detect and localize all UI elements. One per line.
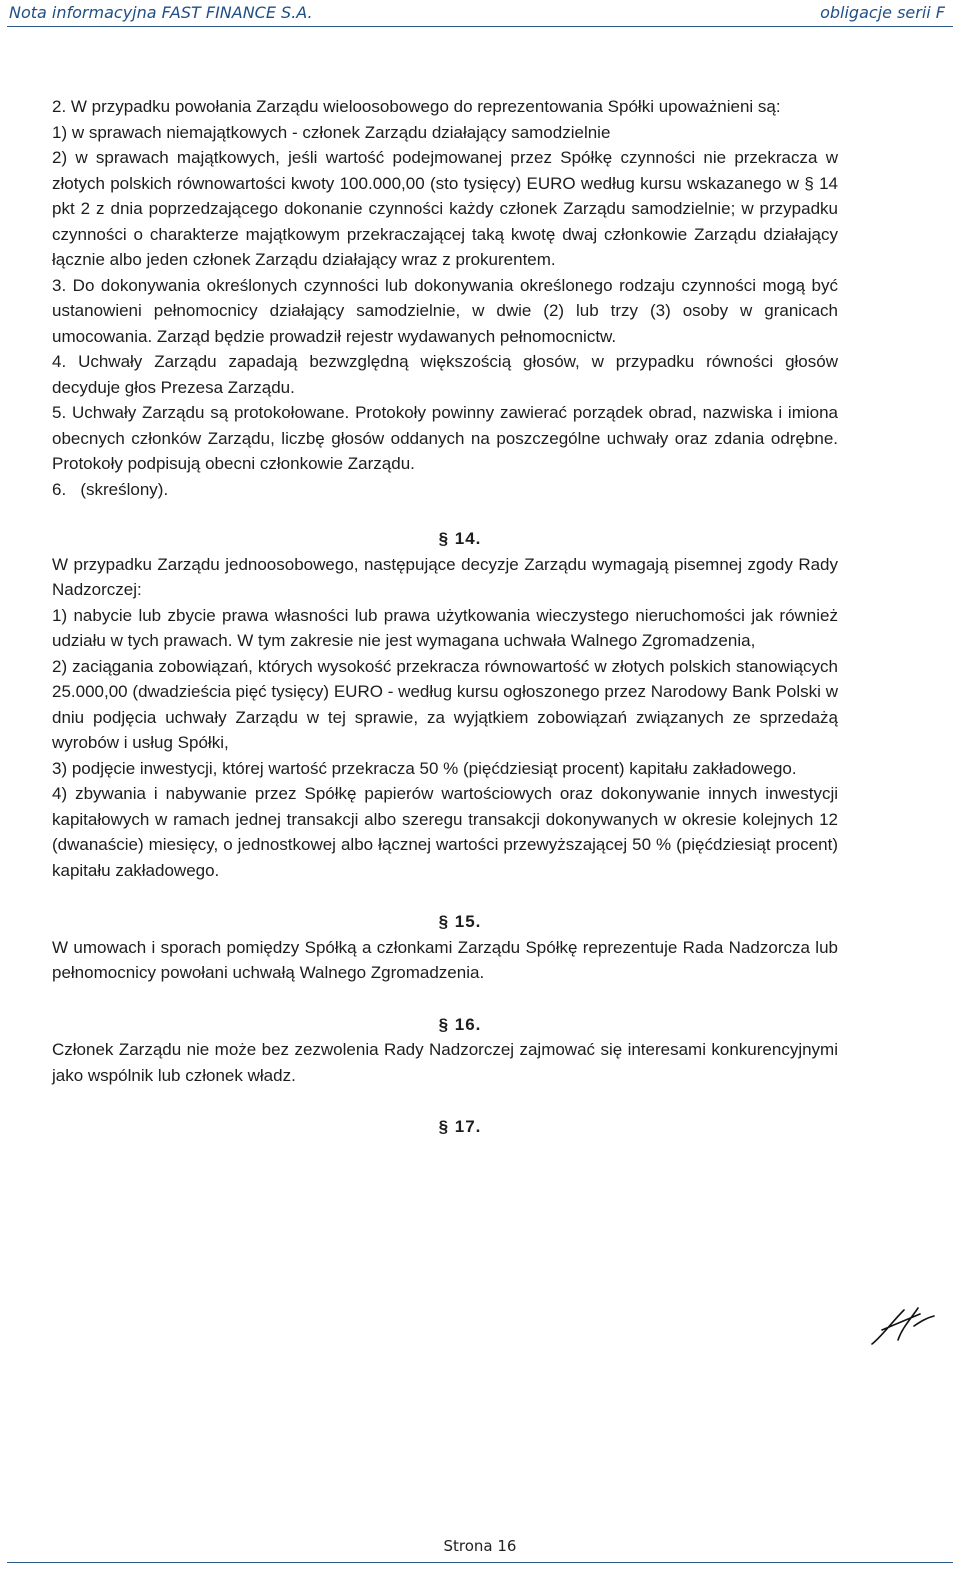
page-header (7, 0, 953, 27)
page-footer (7, 1537, 953, 1563)
paragraph-3: 3. Do dokonywania określonych czynności lub dokonywania określonego rodzaju czynności mogą być ustanowieni pełnomocnicy działający samodzielnie, w dwie (2) lub trzy (3) osoby w granicach umocowania. Zarząd będzie prowadził rejestr wydawanych pełnomocnictw. (52, 275, 838, 346)
header-document-title: Nota informacyjna FAST FINANCE S.A. (9, 3, 313, 22)
section-15-heading: § 15. (438, 912, 482, 931)
section-15-text: W umowach i sporach pomiędzy Spółką a członkami Zarządu Spółkę reprezentuje Rada Nadzorcza lub pełnomocnicy powołani uchwałą Walnego Zgromadzenia. (52, 937, 838, 982)
section-14-item-3: 3) podjęcie inwestycji, której wartość przekracza 50 % (pięćdziesiąt procent) kapitału zakładowego. (52, 758, 797, 778)
page-number: Strona 16 (443, 1537, 517, 1555)
paragraph-6: 6. (skreślony). (52, 479, 169, 499)
section-14-heading: § 14. (438, 529, 482, 548)
section-14-item-1: 1) nabycie lub zbycie prawa własności lub prawa użytkowania wieczystego nieruchomości jak również udziału w tych prawach. W tym zakresie nie jest wymagana uchwała Walnego Zgromadzenia, (52, 605, 838, 650)
section-14-item-4: 4) zbywania i nabywanie przez Spółkę papierów wartościowych oraz dokonywanie innych inwestycji kapitałowych w ramach jednej transakcji albo szeregu transakcji dokonywanych w okresie kolejnych 12 (dwanaście) miesięcy, o jednostkowej albo łącznej wartości przewyższającej 50 % (pięćdziesiąt procent) kapitału zakładowego. (52, 784, 838, 880)
paragraph-2-item-2: 2) w sprawach majątkowych, jeśli wartość podejmowanej przez Spółkę czynności nie przekracza w złotych polskich równowartości kwoty 100.000,00 (sto tysięcy) EURO według kursu wskazanego w § 14 pkt 2 z dnia poprzedzającego dokonanie czynności każdy członek Zarządu samodzielnie; w przypadku czynności o charakterze majątkowym przekraczającej taką kwotę dwaj członkowie Zarządu działający łącznie albo jeden członek Zarządu działający wraz z prokurentem. (52, 148, 838, 269)
paragraph-2: 2. W przypadku powołania Zarządu wieloosobowego do reprezentowania Spółki upoważnieni są: (52, 97, 781, 116)
header-series: obligacje serii F (820, 3, 945, 22)
paragraph-2-item-1: 1) w sprawach niemajątkowych - członek Zarządu działający samodzielnie (52, 122, 611, 142)
handwritten-initials (868, 1300, 938, 1350)
section-17-heading: § 17. (438, 1117, 482, 1136)
document-body (52, 94, 838, 1140)
section-16-heading: § 16. (438, 1014, 482, 1034)
section-14-intro: W przypadku Zarządu jednoosobowego, następujące decyzje Zarządu wymagają pisemnej zgody Rady Nadzorczej: (52, 554, 838, 599)
paragraph-4: 4. Uchwały Zarządu zapadają bezwzględną większością głosów, w przypadku równości głosów decyduje głos Prezesa Zarządu. (52, 352, 838, 397)
paragraph-5: 5. Uchwały Zarządu są protokołowane. Protokoły powinny zawierać porządek obrad, nazwiska i imiona obecnych członków Zarządu, liczbę głosów oddanych na poszczególne uchwały oraz zdania odrębne. Protokoły podpisują obecni członkowie Zarządu. (52, 403, 838, 473)
section-16-text: Członek Zarządu nie może bez zezwolenia Rady Nadzorczej zajmować się interesami konkurencyjnymi jako wspólnik lub członek władz. (52, 1040, 838, 1085)
section-14-item-2: 2) zaciągania zobowiązań, których wysokość przekracza równowartość w złotych polskich stanowiących 25.000,00 (dwadzieścia pięć tysięcy) EURO - według kursu ogłoszonego przez Narodowy Bank Polski w dniu podjęcia uchwały Zarządu w tej sprawie, za wyjątkiem zobowiązań związanych ze sprzedażą wyrobów i usług Spółki, (52, 656, 838, 752)
